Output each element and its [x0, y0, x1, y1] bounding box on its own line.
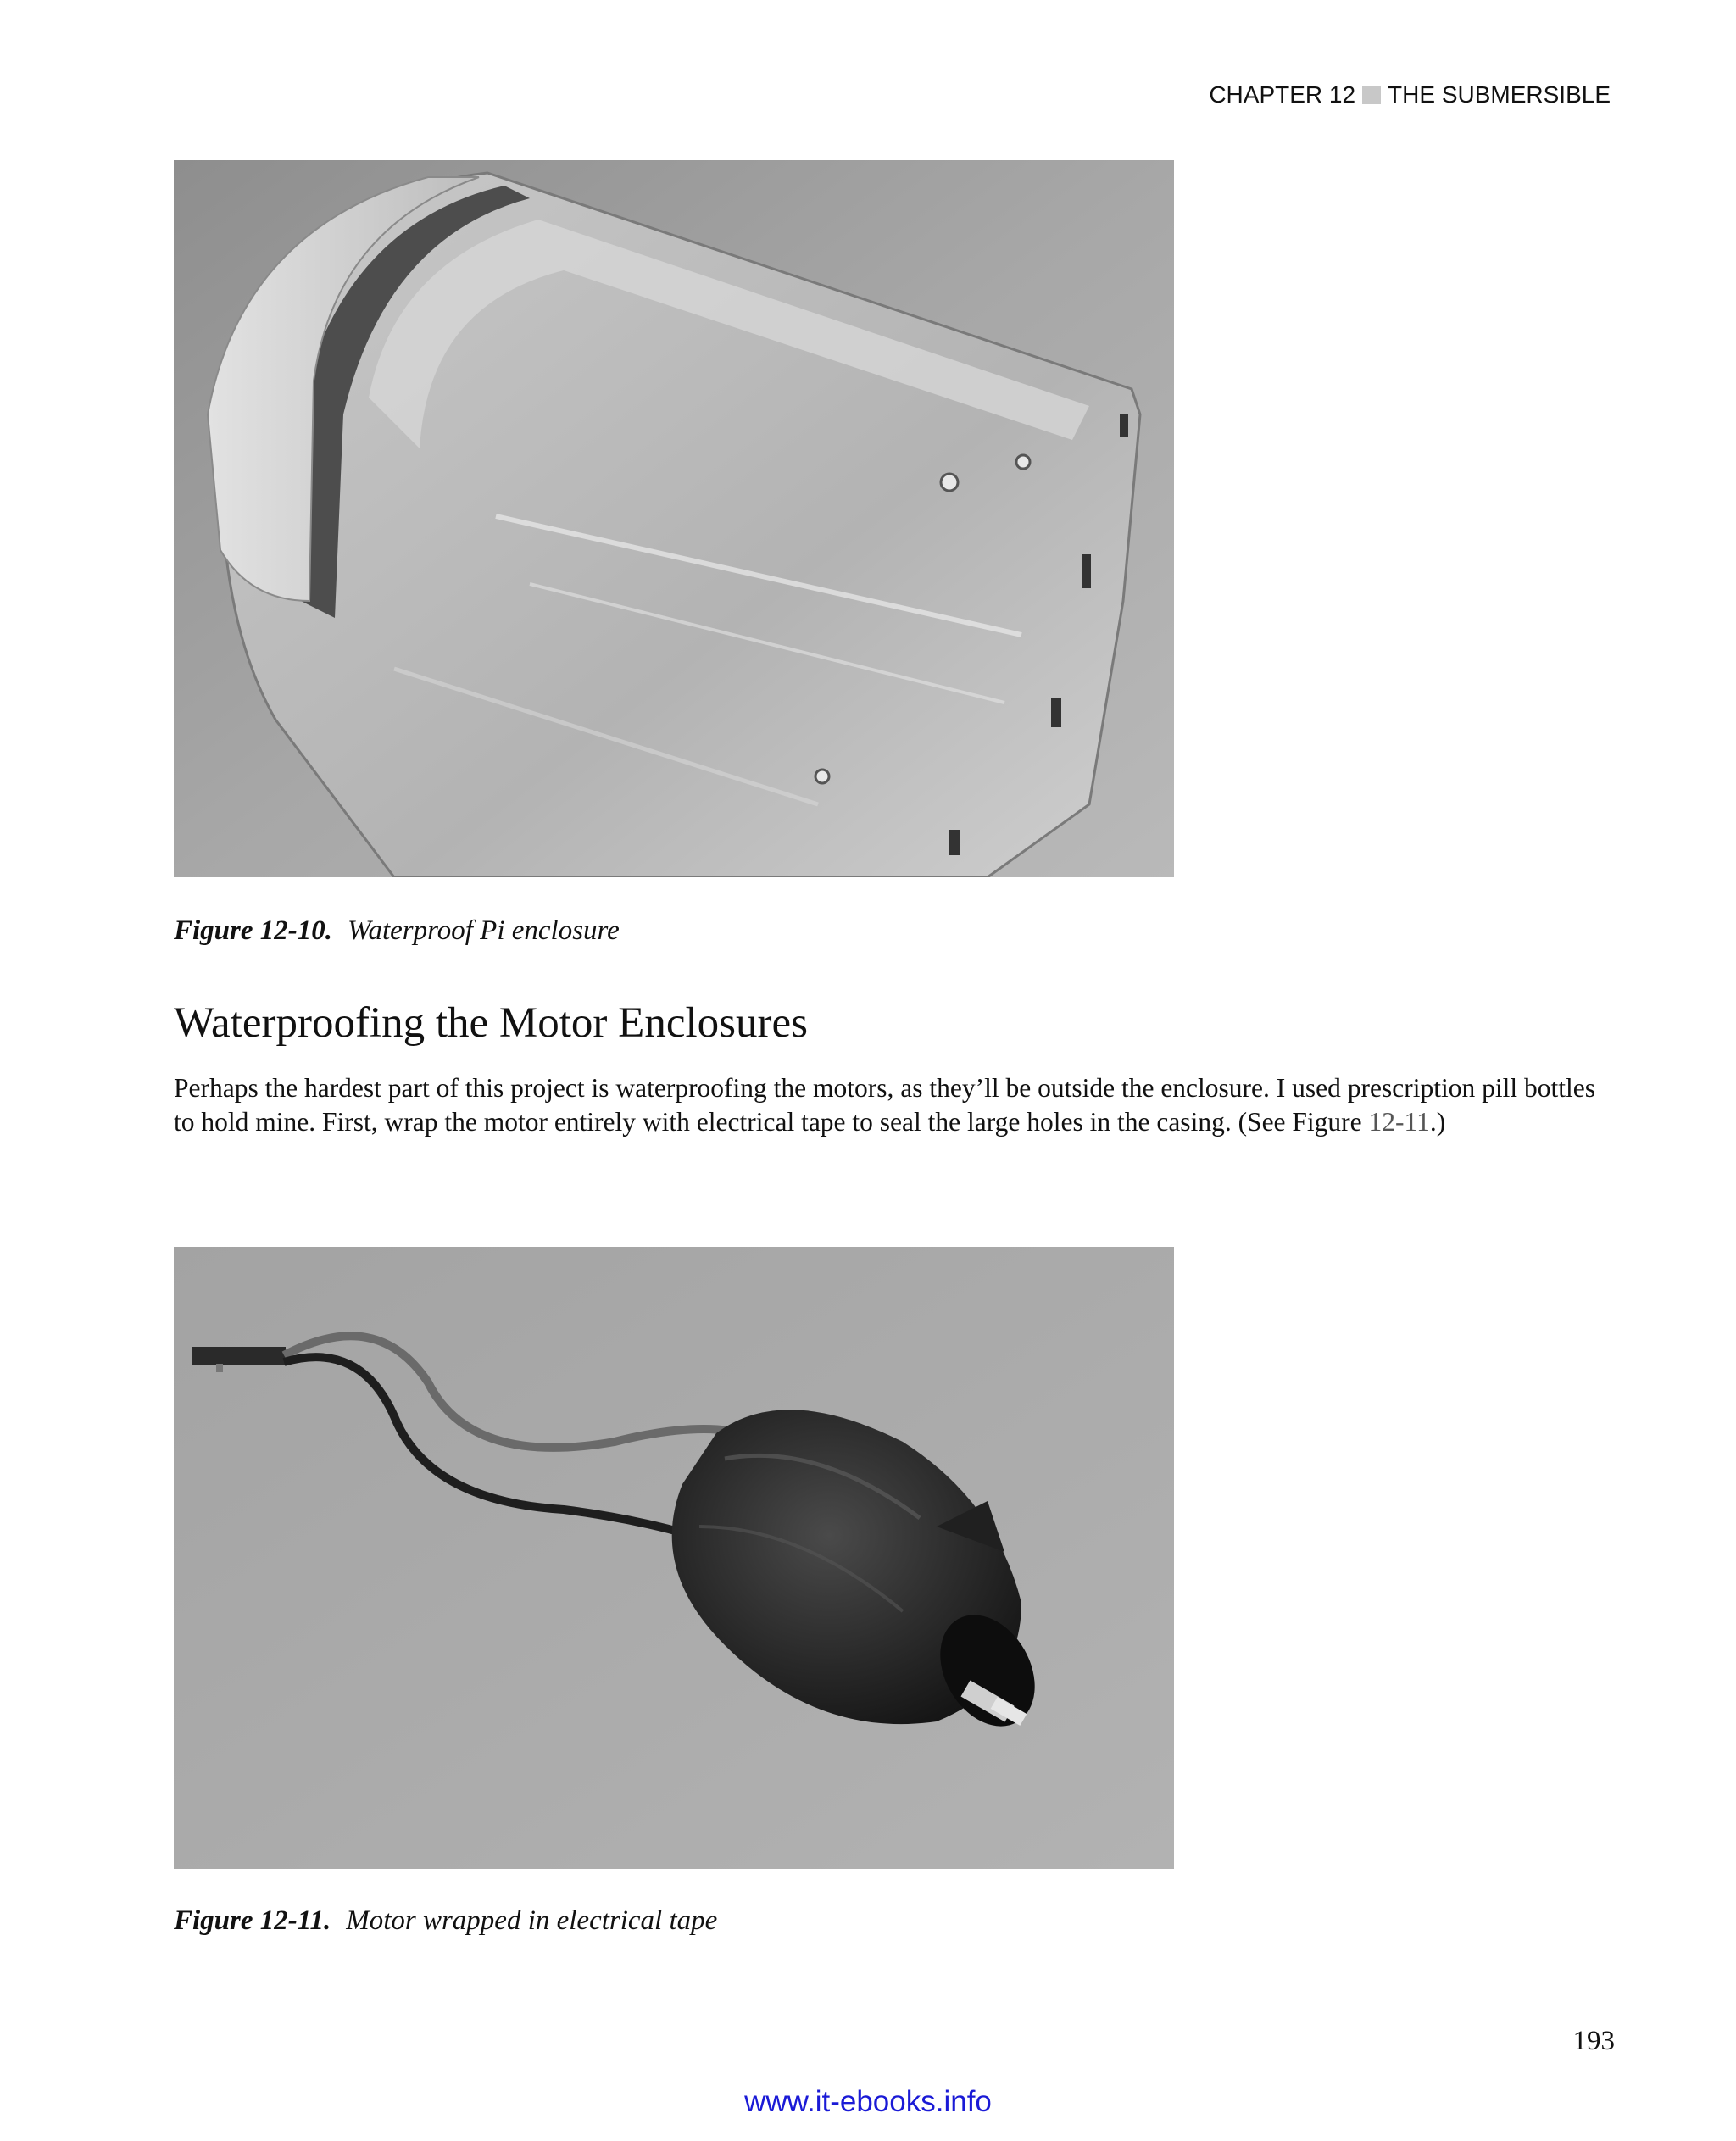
page-number: 193: [1572, 2026, 1615, 2056]
running-head: [1209, 81, 1611, 108]
taped-motor-photo: [174, 1247, 1174, 1869]
chapter-label: CHAPTER 12: [1209, 81, 1356, 108]
plastic-enclosure-photo: [174, 160, 1174, 877]
section-heading: Waterproofing the Motor Enclosures: [174, 999, 808, 1047]
chapter-title: THE SUBMERSIBLE: [1388, 81, 1611, 108]
figure-label: Figure 12-10.: [174, 915, 333, 946]
figure-caption-text: Waterproof Pi enclosure: [348, 915, 620, 946]
body-paragraph: [174, 1071, 1615, 1139]
header-separator-square: [1362, 86, 1381, 104]
figure-caption-text: Motor wrapped in electrical tape: [346, 1905, 718, 1936]
paragraph-text: Perhaps the hardest part of this project is waterproofing the motors, as they’ll be outside the enclosure. I used prescription pill bottles to hold mine. First, wrap the motor entirely with electrical tape to seal the large holes in the casing. (See Figure: [174, 1073, 1595, 1137]
figure-12-10-caption: [174, 915, 620, 947]
figure-label: Figure 12-11.: [174, 1905, 331, 1936]
figure-12-11-image: [174, 1247, 1174, 1869]
paragraph-text-end: .): [1429, 1107, 1446, 1137]
figure-12-10-image: [174, 160, 1174, 877]
figure-cross-reference[interactable]: 12-11: [1368, 1107, 1430, 1137]
figure-12-11-caption: [174, 1905, 717, 1937]
footer-website-link[interactable]: www.it-ebooks.info: [744, 2085, 992, 2118]
